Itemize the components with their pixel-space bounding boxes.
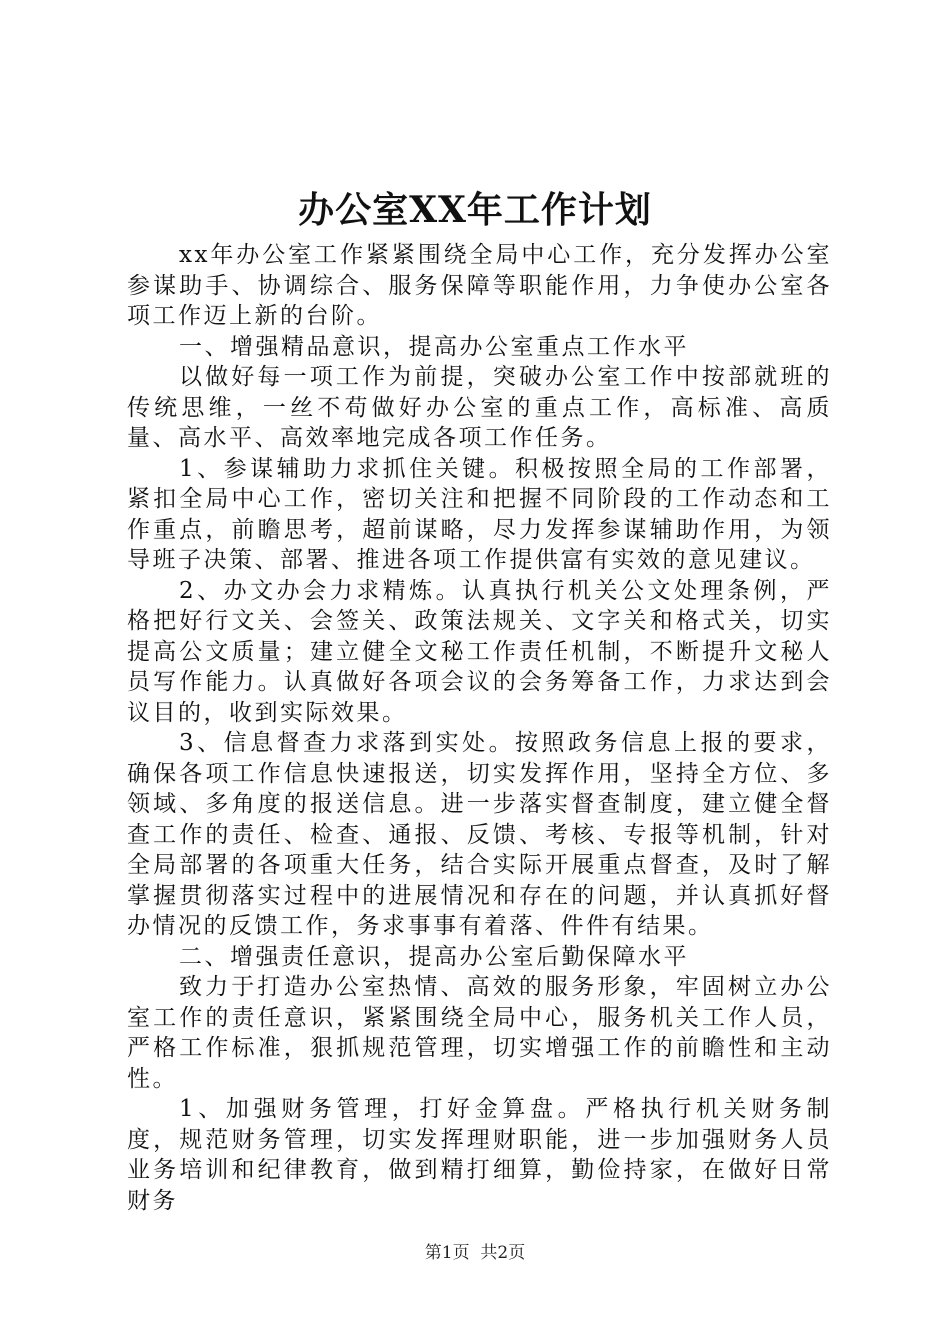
item-1-paragraph: 1、参谋辅助力求抓住关键。积极按照全局的工作部署，紧扣全局中心工作，密切关注和把握不同阶段的工作动态和工作重点，前瞻思考，超前谋略，尽力发挥参谋辅助作用，为领导班子决策、部署、推进各项工作提供富有实效的意见建议。: [127, 455, 832, 573]
item-2-paragraph: 2、办文办会力求精炼。认真执行机关公文处理条例，严格把好行文关、会签关、政策法规关、文字关和格式关，切实提高公文质量；建立健全文秘工作责任机制，不断提升文秘人员写作能力。认真做好各项会议的会务筹备工作，力求达到会议目的，收到实际效果。: [127, 577, 832, 726]
page-footer: [0, 1241, 950, 1265]
section-heading-2: 二、增强责任意识，提高办公室后勤保障水平: [179, 943, 689, 970]
section-heading-1: 一、增强精品意识，提高办公室重点工作水平: [179, 333, 689, 360]
page-number: 第1页: [424, 1243, 470, 1263]
intro-paragraph: xx年办公室工作紧紧围绕全局中心工作，充分发挥办公室参谋助手、协调综合、服务保障等职能作用，力争使办公室各项工作迈上新的台阶。: [127, 242, 832, 329]
footer-spacer: [470, 1243, 481, 1263]
section-2-item-1-paragraph: 1、加强财务管理，打好金算盘。严格执行机关财务制度，规范财务管理，切实发挥理财职能，进一步加强财务人员业务培训和纪律教育，做到精打细算，勤俭持家，在做好日常财务: [127, 1096, 832, 1214]
page-total: 共2页: [480, 1243, 526, 1263]
document-body: [127, 240, 832, 1216]
item-3-paragraph: 3、信息督查力求落到实处。按照政务信息上报的要求，确保各项工作信息快速报送，切实发挥作用，坚持全方位、多领域、多角度的报送信息。进一步落实督查制度，建立健全督查工作的责任、检查、通报、反馈、考核、专报等机制，针对全局部署的各项重大任务，结合实际开展重点督查，及时了解掌握贯彻落实过程中的进展情况和存在的问题，并认真抓好督办情况的反馈工作，务求事事有着落、件件有结果。: [127, 730, 832, 939]
document-title: 办公室XX年工作计划: [298, 189, 652, 231]
section-2-paragraph: 致力于打造办公室热情、高效的服务形象，牢固树立办公室工作的责任意识，紧紧围绕全局中心，服务机关工作人员，严格工作标准，狠抓规范管理，切实增强工作的前瞻性和主动性。: [127, 974, 832, 1092]
section-1-paragraph: 以做好每一项工作为前提，突破办公室工作中按部就班的传统思维，一丝不苟做好办公室的重点工作，高标准、高质量、高水平、高效率地完成各项工作任务。: [127, 364, 832, 451]
